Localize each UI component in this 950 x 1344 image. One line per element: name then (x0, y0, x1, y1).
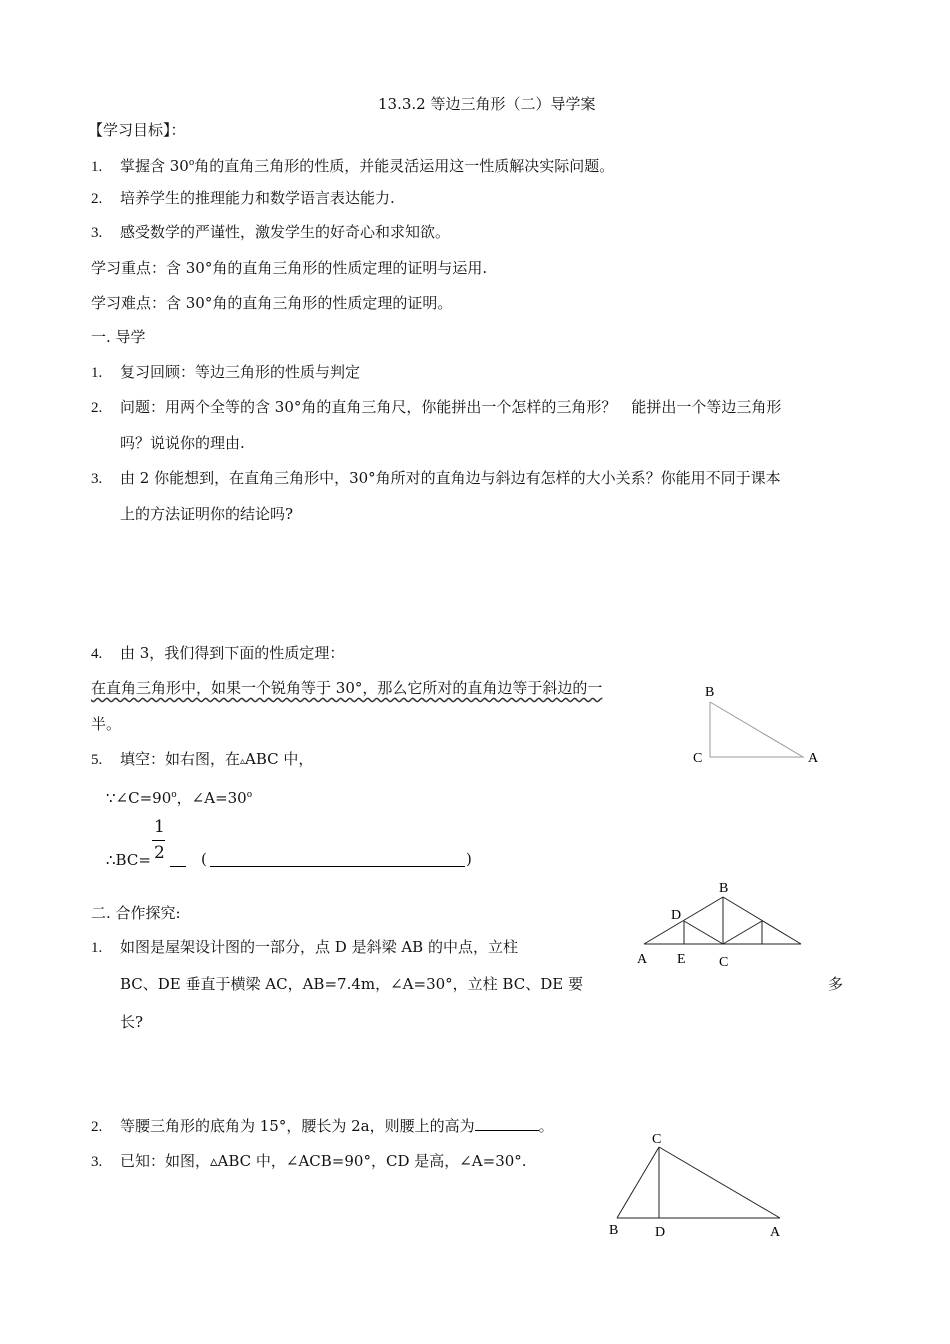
fraction-numerator: 1 (154, 817, 165, 837)
height-answer-blank[interactable] (475, 1116, 539, 1131)
given-condition (106, 785, 252, 808)
guide-item-1-number: 1. (91, 365, 103, 381)
fraction-bar (152, 840, 165, 841)
fraction-denominator: 2 (154, 843, 165, 863)
fill-in-item-5 (91, 749, 313, 772)
objective-1 (91, 153, 614, 177)
vertex-b-label: B (705, 685, 715, 700)
guide-item-3-text: 由 2 你能想到，在直角三角形中，30°角所对的直角边与斜边有怎样的大小关系？你能用不同于课本 (120, 469, 781, 487)
objective-3-text: 感受数学的严谨性，激发学生的好奇心和求知欲。 (120, 223, 451, 241)
objective-2 (91, 188, 395, 209)
figure-triangle-altitude (600, 1125, 800, 1245)
degree-mark: o (171, 790, 177, 800)
figure-roof-truss (630, 875, 815, 970)
guide-item-1 (91, 362, 360, 383)
degree-mark: o (188, 158, 195, 168)
guide-item-2-continued: 吗？说说你的理由. (120, 434, 245, 452)
section-1-heading: 一. 导学 (91, 328, 146, 346)
key-point: 学习重点：含 30°角的直角三角形的性质定理的证明与运用. (91, 259, 488, 277)
truss-brace-right (723, 921, 762, 944)
guide-item-3-continued: 上的方法证明你的结论吗? (120, 505, 294, 523)
fill-in-intro-b: ABC 中， (245, 750, 314, 768)
inquiry-item-1-line-1: 如图是屋架设计图的一部分，点 D 是斜梁 AB 的中点，立柱 (120, 938, 518, 956)
guide-item-2 (91, 397, 781, 418)
truss-label-c: C (719, 955, 729, 970)
guide-item-3-number: 3. (91, 471, 103, 487)
triangle-abc-outline (710, 702, 803, 757)
vertex-c-label: C (652, 1132, 662, 1147)
guide-item-1-text: 复习回顾：等边三角形的性质与判定 (120, 363, 361, 381)
guide-item-2-number: 2. (91, 400, 103, 416)
fill-in-intro: 填空：如右图，在 (120, 750, 241, 768)
inquiry-item-3-number: 3. (91, 1154, 103, 1170)
truss-label-d: D (671, 908, 682, 923)
given-angle-c: ∵∠C=90 (106, 789, 172, 807)
guide-item-2-text: 问题：用两个全等的含 30°角的直角三角尺，你能拼出一个怎样的三角形？ 能拼出一个等边三角形 (120, 398, 782, 416)
section-2-heading: 二. 合作探究: (91, 904, 181, 922)
degree-mark: o (246, 790, 253, 800)
inquiry-item-2-end: 。 (538, 1117, 554, 1135)
truss-label-b: B (719, 881, 729, 896)
vertex-c-label: C (693, 751, 703, 766)
inquiry-item-3-text: 已知：如图，▵ABC 中，∠ACB=90°，CD 是高，∠A=30°. (120, 1152, 527, 1170)
theorem-line-2: 半。 (91, 715, 122, 733)
truss-label-a: A (637, 952, 648, 967)
triangle-symbol: ▵ (240, 756, 246, 767)
theorem-line-1: 在直角三角形中，如果一个锐角等于 30°，那么它所对的直角边等于斜边的一 (91, 679, 603, 697)
inquiry-item-3 (91, 1151, 527, 1172)
objective-3-number: 3. (91, 225, 103, 241)
inquiry-item-1-line-3: 长? (120, 1013, 144, 1031)
objective-1-text-a: 掌握含 30 (120, 157, 189, 175)
guide-item-4 (91, 643, 344, 664)
inquiry-item-2 (91, 1116, 554, 1137)
truss-label-e: E (677, 952, 686, 967)
paren-close: ) (466, 850, 472, 868)
guide-item-3 (91, 468, 781, 489)
vertex-a-label: A (808, 751, 819, 766)
objectives-heading: 【学习目标】： (88, 121, 186, 139)
page-title: 13.3.2 等边三角形（二）导学案 (378, 95, 596, 113)
inquiry-item-2-text: 等腰三角形的底角为 15°，腰长为 2a，则腰上的高为 (120, 1117, 475, 1135)
side-ca (659, 1147, 780, 1218)
inquiry-item-1 (91, 937, 518, 958)
difficult-point: 学习难点：含 30°角的直角三角形的性质定理的证明。 (91, 294, 453, 312)
guide-item-4-text: 由 3，我们得到下面的性质定理： (120, 644, 345, 662)
inquiry-item-1-line-2-end: 多 (828, 975, 844, 993)
objective-1-number: 1. (91, 159, 103, 175)
side-bc (617, 1147, 659, 1218)
inquiry-item-1-line-2: BC、DE 垂直于横梁 AC，AB=7.4m，∠A=30°，立柱 BC、DE 要 (120, 975, 583, 993)
fill-in-number: 5. (91, 752, 103, 768)
result-prefix: ∴BC= (106, 851, 151, 869)
vertex-a-label: A (770, 1225, 781, 1240)
truss-brace-left (684, 921, 723, 944)
paren-open: ( (201, 850, 207, 868)
blank-after-fraction[interactable] (170, 866, 186, 867)
figure-right-triangle-abc (690, 680, 830, 770)
guide-item-4-number: 4. (91, 646, 103, 662)
inquiry-item-1-number: 1. (91, 940, 103, 956)
objective-1-text-b: 角的直角三角形的性质，并能灵活运用这一性质解决实际问题。 (194, 157, 615, 175)
vertex-d-label: D (655, 1225, 666, 1240)
inquiry-item-2-number: 2. (91, 1119, 103, 1135)
given-angle-a: ，∠A=30 (176, 789, 247, 807)
objective-2-text: 培养学生的推理能力和数学语言表达能力. (120, 189, 395, 207)
vertex-b-label: B (609, 1223, 619, 1238)
objective-2-number: 2. (91, 191, 103, 207)
objective-3 (91, 222, 450, 243)
reason-blank[interactable] (210, 866, 465, 867)
